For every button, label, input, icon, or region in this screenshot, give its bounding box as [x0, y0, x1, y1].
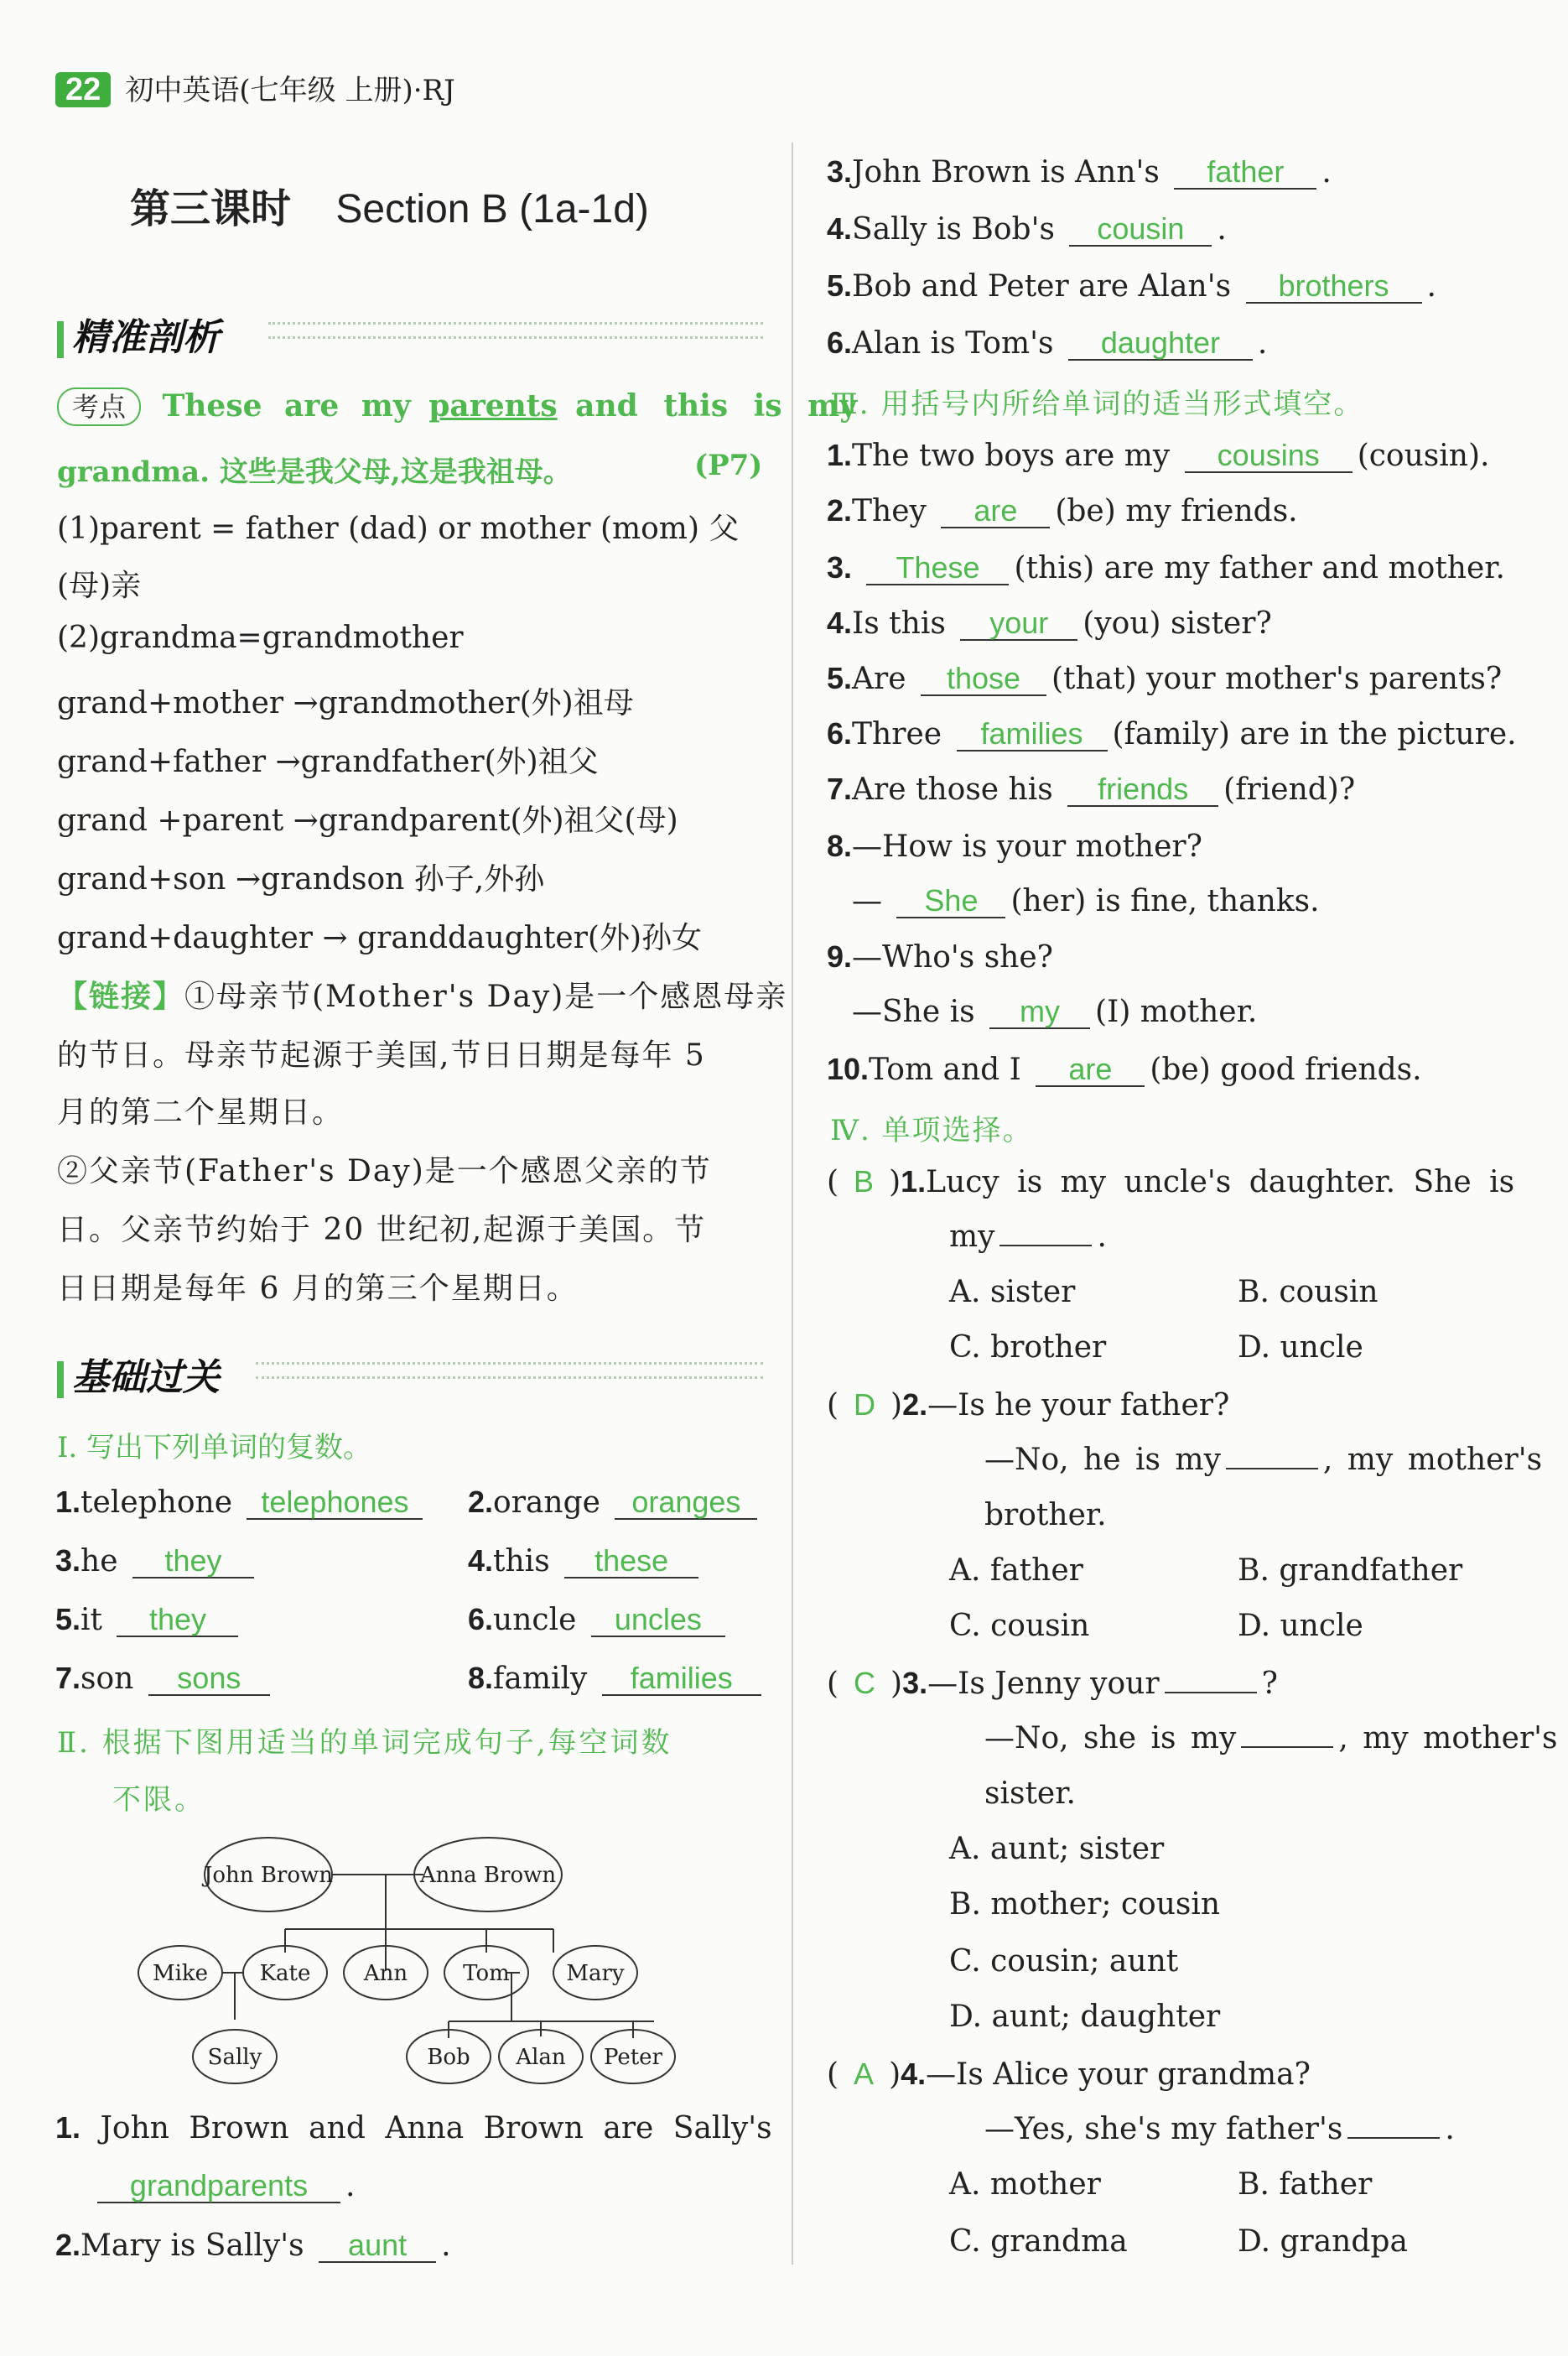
mc-question-cont: —No, he is my , my mother's	[984, 1443, 1543, 1477]
link-line: 的节日。母亲节起源于美国,节日日期是每年 5	[57, 1038, 706, 1073]
mc-option[interactable]: B. grandfather	[1238, 1553, 1463, 1588]
part3-question: 1.The two boys are my cousins (cousin).	[827, 438, 1490, 473]
family-tree-diagram	[126, 1828, 713, 2114]
mc-question: ( D )2.—Is he your father?	[827, 1387, 1230, 1422]
analysis-heading: 精准剖析	[57, 307, 220, 361]
mc-question-cont: sister.	[984, 1776, 1076, 1811]
basics-heading: 基础过关	[57, 1347, 220, 1401]
mc-option[interactable]: A. father	[949, 1553, 1083, 1588]
part1-title: Ⅰ. 写出下列单词的复数。	[57, 1431, 372, 1464]
link-line: 月的第二个星期日。	[57, 1095, 345, 1130]
mc-option[interactable]: B. cousin	[1238, 1275, 1378, 1309]
mc-question-cont: —No, she is my , my mother's	[984, 1721, 1558, 1755]
analysis-line: (2)grandma=grandmother	[57, 621, 464, 655]
kaodian-ref: (P7)	[694, 449, 763, 482]
link-line: 【链接】①母亲节(Mother's Day)是一个感恩母亲	[57, 979, 788, 1014]
book-title: 初中英语(七年级 上册)·RJ	[125, 74, 455, 107]
part3-question: 10.Tom and I are (be) good friends.	[827, 1052, 1422, 1087]
lesson-title: 第三课时 Section B (1a-1d)	[130, 187, 649, 231]
part3-question: 4.Is this your (you) sister?	[827, 606, 1272, 641]
tree-node-mike: Mike	[152, 1961, 209, 1986]
tree-node-alan: Alan	[516, 2045, 566, 2070]
tree-node-john-brown: John Brown	[203, 1863, 334, 1888]
analysis-line: (母)亲	[57, 569, 142, 603]
mc-option[interactable]: C. cousin	[949, 1609, 1090, 1643]
part2-question: 6.Alan is Tom's daughter .	[827, 325, 1268, 361]
part2-question: 1. John Brown and Anna Brown are Sally's	[55, 2110, 772, 2145]
plural-item: 2.orange oranges	[468, 1485, 762, 1520]
plural-item: 1.telephone telephones	[55, 1485, 428, 1520]
plural-item: 4.this these	[468, 1543, 704, 1578]
part3-question: — She (her) is fine, thanks.	[852, 883, 1320, 918]
part2-answer-line: grandparents .	[92, 2169, 355, 2203]
plural-item: 8.family families	[468, 1661, 766, 1696]
analysis-line: (1)parent = father (dad) or mother (mom) 父	[57, 512, 740, 546]
mc-question: ( B )1.Lucy is my uncle's daughter. She is	[827, 1164, 1515, 1199]
mc-option[interactable]: A. sister	[949, 1275, 1076, 1309]
analysis-line: grand+father →grandfather(外)祖父	[57, 745, 599, 779]
page-number: 22	[55, 72, 111, 107]
kaodian-line2: grandma. 这些是我父母,这是我祖母。	[57, 455, 572, 489]
mc-option[interactable]: C. grandma	[949, 2224, 1128, 2259]
part3-question: 8.—How is your mother?	[827, 829, 1202, 864]
tree-node-peter: Peter	[604, 2045, 662, 2070]
mc-option[interactable]: D. aunt; daughter	[949, 2000, 1221, 2034]
page-header	[55, 67, 455, 108]
plural-item: 5.it they	[55, 1602, 243, 1637]
tree-node-tom: Tom	[463, 1961, 510, 1986]
mc-option[interactable]: D. grandpa	[1238, 2224, 1408, 2259]
tree-node-anna-brown: Anna Brown	[419, 1863, 557, 1888]
tree-node-sally: Sally	[207, 2045, 262, 2070]
mc-option[interactable]: C. cousin; aunt	[949, 1944, 1179, 1979]
mc-option[interactable]: B. father	[1238, 2167, 1373, 2202]
mc-option[interactable]: A. aunt; sister	[949, 1832, 1165, 1866]
mc-option[interactable]: D. uncle	[1238, 1330, 1363, 1365]
analysis-line: grand+mother →grandmother(外)祖母	[57, 686, 634, 720]
mc-question: ( C )3.—Is Jenny your ?	[827, 1666, 1278, 1701]
tree-node-kate: Kate	[259, 1961, 311, 1986]
part2-question: 4.Sally is Bob's cousin .	[827, 211, 1227, 247]
mc-option[interactable]: B. mother; cousin	[949, 1887, 1221, 1922]
divider	[268, 322, 763, 339]
part2-question: 3.John Brown is Ann's father .	[827, 154, 1332, 190]
part3-question: 7.Are those his friends (friend)?	[827, 772, 1356, 807]
tree-node-ann: Ann	[363, 1961, 408, 1986]
mc-option[interactable]: D. uncle	[1238, 1609, 1363, 1643]
plural-item: 6.uncle uncles	[468, 1602, 730, 1637]
mc-question: ( A )4.—Is Alice your grandma?	[827, 2057, 1311, 2092]
divider	[256, 1362, 763, 1379]
tree-node-mary: Mary	[566, 1961, 625, 1986]
part2-question: 2.Mary is Sally's aunt .	[55, 2228, 451, 2263]
part3-question: —She is my (I) mother.	[852, 994, 1258, 1029]
part2-question: 5.Bob and Peter are Alan's brothers .	[827, 268, 1436, 304]
mc-question-cont: brother.	[984, 1498, 1107, 1532]
mc-option[interactable]: C. brother	[949, 1330, 1107, 1365]
tree-node-bob: Bob	[427, 2045, 470, 2070]
analysis-line: grand +parent →grandparent(外)祖父(母)	[57, 804, 678, 838]
part4-title: Ⅳ. 单项选择。	[830, 1114, 1033, 1147]
part3-question: 9.—Who's she?	[827, 939, 1053, 975]
kaodian-badge: 考点	[57, 387, 141, 426]
link-line: ②父亲节(Father's Day)是一个感恩父亲的节	[57, 1154, 712, 1188]
part3-question: 6.Three families (family) are in the picture.	[827, 716, 1517, 752]
kaodian-line1: 考点 These are my parents and this is my	[57, 387, 857, 426]
part2-title-cont: 不限。	[112, 1783, 205, 1817]
part3-title: Ⅲ. 用括号内所给单词的适当形式填空。	[830, 387, 1364, 421]
column-divider	[792, 143, 793, 2265]
part3-question: 5.Are those (that) your mother's parents?	[827, 661, 1503, 696]
analysis-line: grand+son →grandson 孙子,外孙	[57, 862, 545, 897]
plural-item: 7.son sons	[55, 1661, 275, 1696]
mc-option[interactable]: A. mother	[949, 2167, 1101, 2202]
part3-question: 3. These (this) are my father and mother.	[827, 550, 1505, 585]
link-line: 日。父亲节约始于 20 世纪初,起源于美国。节	[57, 1213, 707, 1247]
part3-question: 2.They are (be) my friends.	[827, 493, 1298, 528]
analysis-line: grand+daughter → granddaughter(外)孙女	[57, 921, 703, 955]
mc-question-cont: my .	[949, 1220, 1107, 1254]
link-line: 日日期是每年 6 月的第三个星期日。	[57, 1272, 579, 1306]
mc-question-cont: —Yes, she's my father's .	[984, 2112, 1455, 2146]
plural-item: 3.he they	[55, 1543, 259, 1578]
part2-title: Ⅱ. 根据下图用适当的单词完成句子,每空词数	[57, 1726, 672, 1760]
